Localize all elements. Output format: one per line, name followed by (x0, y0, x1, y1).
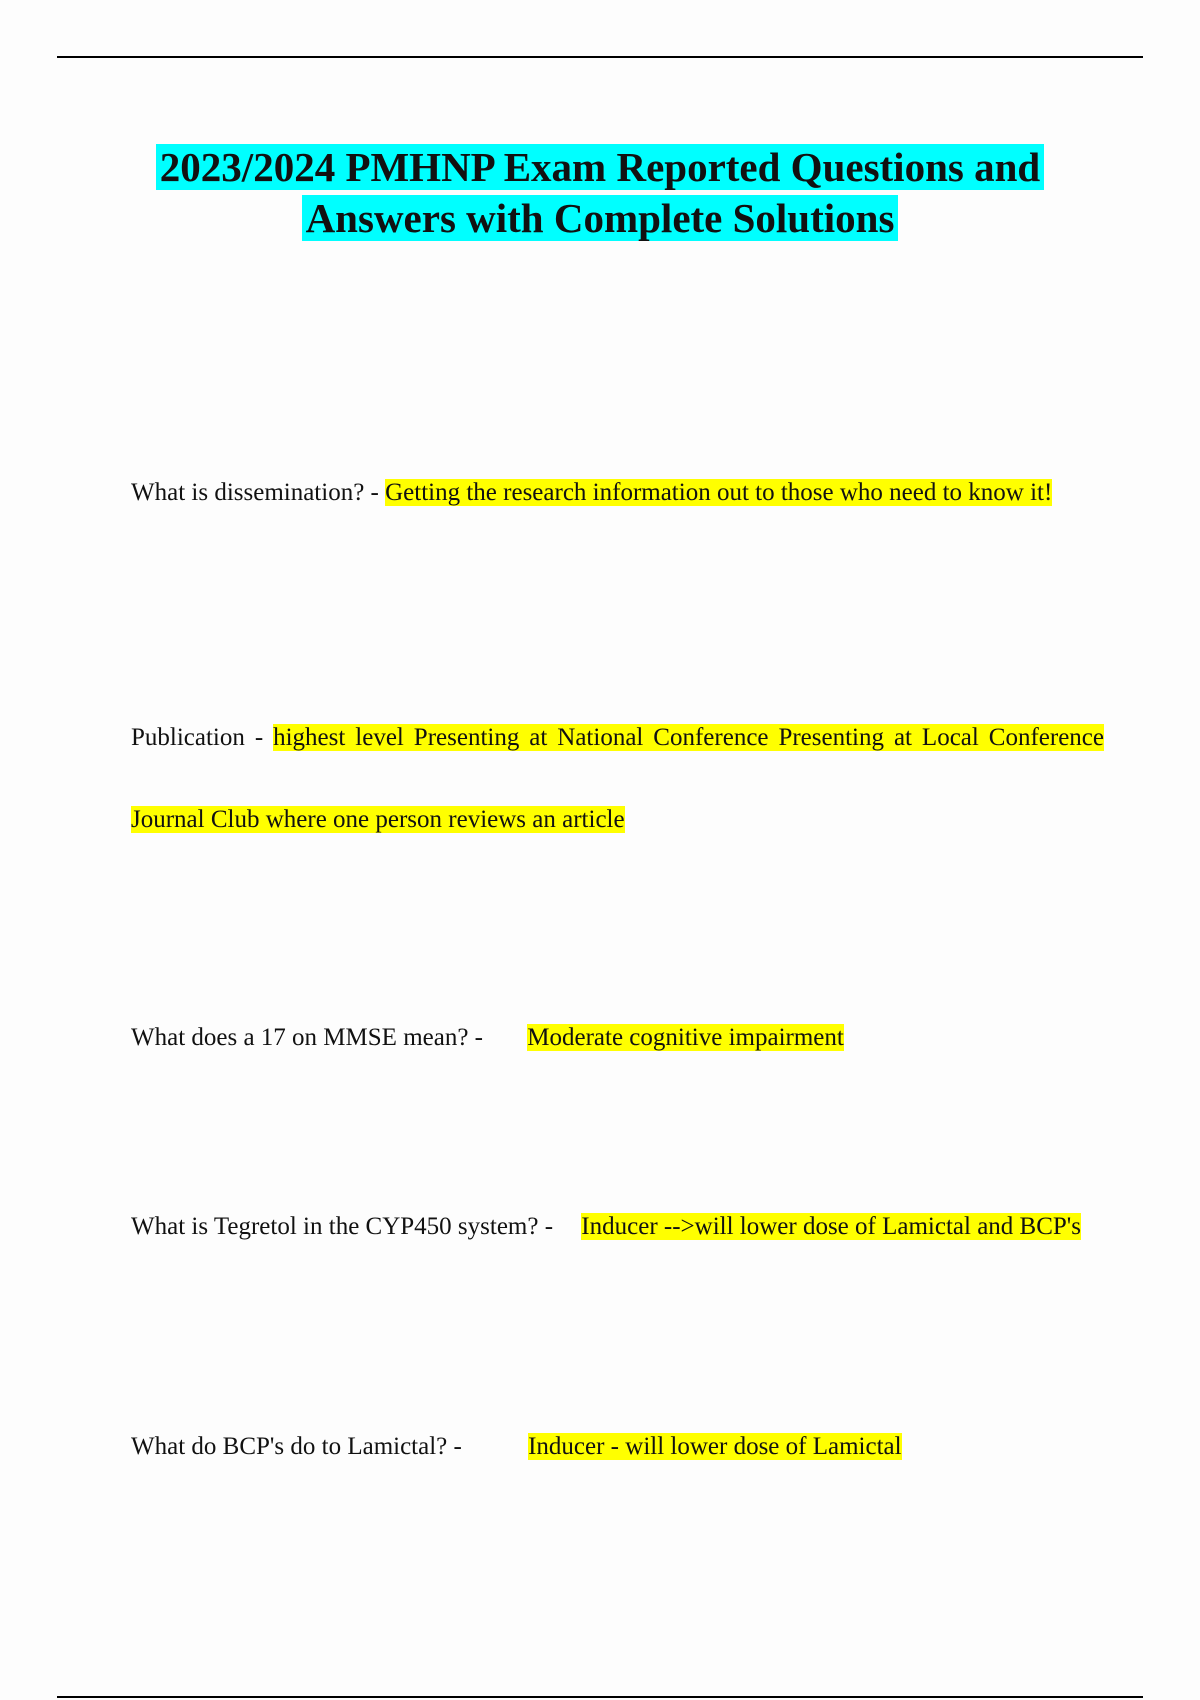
bottom-rule (57, 1696, 1143, 1698)
question-text: What is dissemination? - (131, 479, 386, 506)
question-text: Publication - (131, 724, 274, 751)
answer-text: Inducer -->will lower dose of Lamictal and BCP's (581, 1213, 1082, 1240)
answer-text: Inducer - will lower dose of Lamictal (528, 1433, 902, 1460)
qa-item (131, 1022, 1104, 1054)
question-text: What does a 17 on MMSE mean? - (131, 1024, 490, 1051)
title-text: 2023/2024 PMHNP Exam Reported Questions and Answers with Complete Solutions (156, 144, 1044, 241)
answer-text: highest level Presenting at National Conference Presenting at Local Conference Journal Club where one person reviews an article (131, 724, 1104, 833)
top-rule (57, 56, 1143, 58)
answer-text: Getting the research information out to those who need to know it! (385, 479, 1053, 506)
answer-text: Moderate cognitive impairment (527, 1024, 844, 1051)
document-title (130, 142, 1070, 244)
question-text: What is Tegretol in the CYP450 system? - (131, 1213, 560, 1240)
qa-item (131, 1186, 1104, 1267)
qa-item (131, 452, 1104, 533)
question-text: What do BCP's do to Lamictal? - (131, 1433, 469, 1460)
qa-item (131, 697, 1104, 861)
qa-item (131, 1431, 1104, 1463)
